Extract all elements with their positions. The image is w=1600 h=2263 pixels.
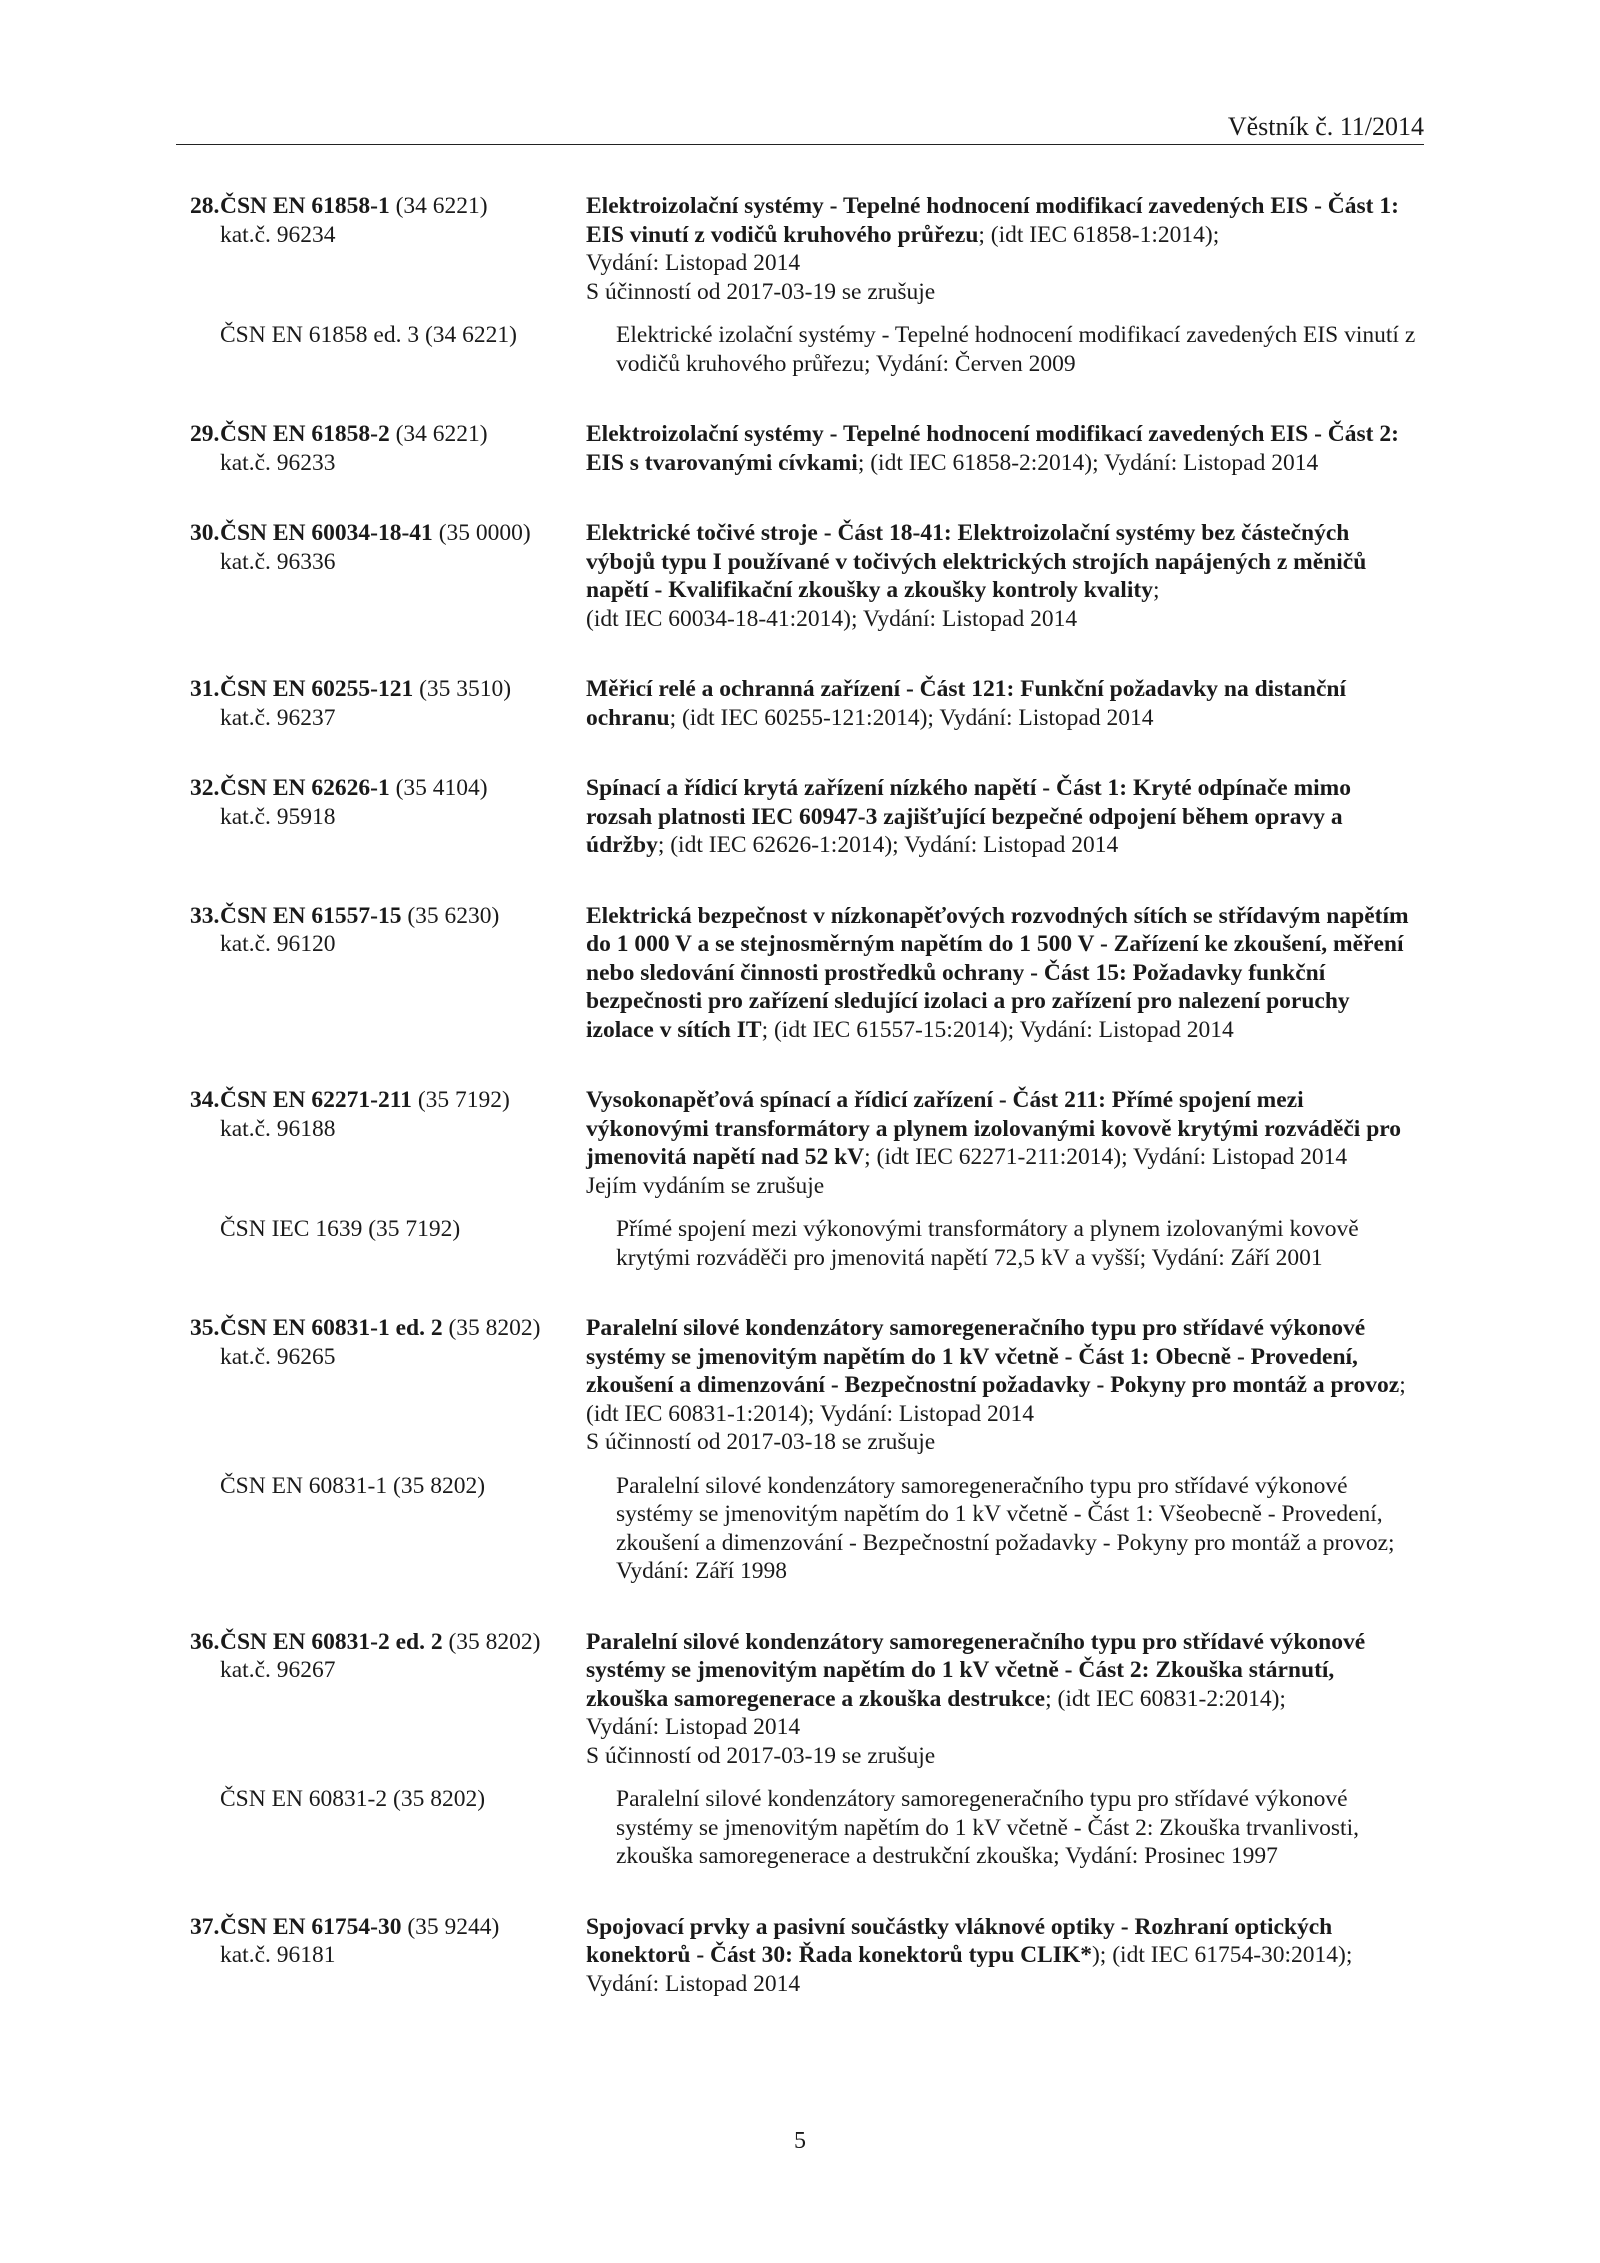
standard-code: ČSN EN 60831-1 ed. 2	[220, 1315, 443, 1341]
replaced-code: ČSN EN 60831-2 (35 8202)	[220, 1786, 486, 1812]
bulletin-title: Věstník č. 11/2014	[1227, 112, 1424, 141]
edition: (idt IEC 60034-18-41:2014); Vydání: Listopad 2014	[586, 605, 1078, 632]
replaced-code: ČSN EN 61858 ed. 3 (34 6221)	[220, 322, 517, 348]
entry-number: 33.	[190, 902, 220, 929]
standard-code: ČSN EN 62626-1	[220, 775, 390, 801]
standard-title: Spínací a řídicí krytá zařízení nízkého napětí - Část 1: Kryté odpínače mimo rozsah platnosti IEC 60947-3 zajišťující bezpečné odpojení během opravy a údržby	[586, 775, 1352, 858]
replaced-description: Elektrické izolační systémy - Tepelné hodnocení modifikací zavedených EIS vinutí z vodičů kruhového průřezu; Vydání: Červen 2009	[616, 322, 1416, 377]
catalog-number: kat.č. 96120	[220, 931, 336, 957]
standard-details: ; (idt IEC 61858-1:2014);	[978, 221, 1220, 248]
class-code: (35 4104)	[389, 775, 488, 801]
standard-id	[190, 420, 586, 477]
standard-description	[586, 902, 1420, 1045]
standard-entry-36	[190, 1628, 1420, 1771]
standard-description	[586, 1913, 1420, 1999]
standard-details: ; (idt IEC 60255-121:2014); Vydání: Listopad 2014	[669, 704, 1154, 731]
standard-description	[586, 192, 1420, 306]
standard-code: ČSN EN 60255-121	[220, 676, 414, 702]
standard-title: Spojovací prvky a pasivní součástky vláknové optiky - Rozhraní optických konektorů - Část 30: Řada konektorů typu CLIK*	[586, 1913, 1333, 1968]
catalog-number: kat.č. 96336	[220, 548, 336, 575]
catalog-number: kat.č. 95918	[220, 803, 336, 830]
standard-code: ČSN EN 61858-1	[220, 193, 390, 219]
standard-entry-30	[190, 519, 1420, 633]
replaced-description: Přímé spojení mezi výkonovými transformátory a plynem izolovanými kovově krytými rozváděči pro jmenovitá napětí 72,5 kV a vyšší; Vydání: Září 2001	[616, 1216, 1359, 1271]
catalog-number: kat.č. 96237	[220, 704, 336, 731]
class-code: (35 3510)	[413, 676, 512, 702]
standard-id	[190, 774, 586, 860]
standard-details: ; (idt IEC 62626-1:2014); Vydání: Listopad 2014	[657, 832, 1119, 858]
standard-description	[586, 675, 1420, 732]
standard-id	[190, 1314, 586, 1457]
entry-number: 36.	[190, 1628, 220, 1655]
class-code: (35 0000)	[432, 520, 531, 546]
standard-id	[190, 192, 586, 306]
page-number: 5	[794, 2128, 806, 2154]
standard-title: Paralelní silové kondenzátory samoregeneračního typu pro střídavé výkonové systémy se jmenovitým napětím do 1 kV včetně - Část 1: Obecně - Provedení, zkoušení a dimenzování - Bezpečnostní požadavky - Pokyny pro montáž a provoz	[586, 1315, 1400, 1398]
standard-entry-34	[190, 1086, 1420, 1200]
edition: Vydání: Listopad 2014	[586, 1714, 801, 1740]
page-header	[176, 112, 1424, 145]
standard-title: Paralelní silové kondenzátory samoregeneračního typu pro střídavé výkonové systémy se jmenovitým napětím do 1 kV včetně - Část 2: Zkouška stárnutí, zkouška samoregenerace a zkouška destrukce	[586, 1628, 1366, 1712]
replaced-standard	[190, 321, 1420, 378]
standard-details: ;	[1152, 577, 1160, 603]
replacement-note: S účinností od 2017-03-19 se zrušuje	[586, 1742, 936, 1769]
standard-id	[190, 519, 586, 633]
entry-number: 30.	[190, 520, 220, 546]
standard-code: ČSN EN 61557-15	[220, 902, 402, 929]
class-code: (35 7192)	[411, 1087, 510, 1113]
class-code: (35 6230)	[401, 902, 500, 929]
standard-code: ČSN EN 60034-18-41	[220, 520, 433, 546]
standard-title: Elektrické točivé stroje - Část 18-41: Elektroizolační systémy bez částečných výbojů typu I používané v točivých elektrických strojích napájených z měničů napětí - Kvalifikační zkoušky a zkoušky kontroly kvality	[586, 520, 1367, 603]
catalog-number: kat.č. 96265	[220, 1343, 336, 1370]
entry-number: 28.	[190, 193, 220, 219]
entry-number: 29.	[190, 421, 220, 447]
standard-code: ČSN EN 62271-211	[220, 1087, 412, 1113]
standard-description	[586, 1314, 1420, 1457]
replaced-description: Paralelní silové kondenzátory samoregeneračního typu pro střídavé výkonové systémy se jmenovitým napětím do 1 kV včetně - Část 2: Zkouška trvanlivosti, zkouška samoregenerace a destrukční zkouška; Vydání: Prosinec 1997	[616, 1786, 1359, 1869]
replaced-description: Paralelní silové kondenzátory samoregeneračního typu pro střídavé výkonové systémy se jmenovitým napětím do 1 kV včetně - Část 1: Všeobecně - Provedení, zkoušení a dimenzování - Bezpečnostní požadavky - Pokyny pro montáž a provoz; Vydání: Září 1998	[616, 1472, 1395, 1584]
entry-number: 37.	[190, 1913, 220, 1940]
standard-description	[586, 1628, 1420, 1771]
replacement-note: S účinností od 2017-03-19 se zrušuje	[586, 278, 936, 305]
standard-code: ČSN EN 61754-30	[220, 1913, 402, 1940]
standard-details: ); (idt IEC 61754-30:2014);	[1091, 1942, 1353, 1968]
standard-title: Elektroizolační systémy - Tepelné hodnocení modifikací zavedených EIS - Část 2: EIS s tvarovanými cívkami	[586, 421, 1399, 476]
standard-code: ČSN EN 61858-2	[220, 421, 390, 447]
replacement-note: Jejím vydáním se zrušuje	[586, 1172, 825, 1199]
class-code: (35 9244)	[401, 1913, 500, 1940]
standard-id	[190, 675, 586, 732]
replaced-standard	[190, 1472, 1420, 1586]
class-code: (34 6221)	[389, 421, 488, 447]
catalog-number: kat.č. 96181	[220, 1942, 336, 1968]
catalog-number: kat.č. 96234	[220, 221, 336, 248]
replaced-code: ČSN EN 60831-1 (35 8202)	[220, 1472, 486, 1499]
standard-code: ČSN EN 60831-2 ed. 2	[220, 1628, 443, 1655]
standard-id	[190, 1086, 586, 1200]
standard-entry-33	[190, 902, 1420, 1045]
standard-title: Měřicí relé a ochranná zařízení - Část 121: Funkční požadavky na distanční ochranu	[586, 676, 1347, 731]
standard-entry-32	[190, 774, 1420, 860]
standard-id	[190, 902, 586, 1045]
standard-description	[586, 1086, 1420, 1200]
standard-entry-31	[190, 675, 1420, 732]
standard-description	[586, 420, 1420, 477]
entry-number: 32.	[190, 775, 220, 801]
standard-title: Vysokonapěťová spínací a řídicí zařízení - Část 211: Přímé spojení mezi výkonovými transformátory a plynem izolovanými kovově krytými rozváděči pro jmenovitá napětí nad 52 kV	[586, 1087, 1402, 1170]
replaced-code: ČSN IEC 1639 (35 7192)	[220, 1216, 461, 1242]
replaced-standard	[190, 1785, 1420, 1871]
standard-entry-35	[190, 1314, 1420, 1457]
standard-details: ; (idt IEC 61858-2:2014); Vydání: Listopad 2014	[857, 449, 1319, 476]
entry-number: 34.	[190, 1087, 220, 1113]
catalog-number: kat.č. 96233	[220, 449, 336, 476]
edition: Vydání: Listopad 2014	[586, 250, 801, 276]
replaced-standard	[190, 1215, 1420, 1272]
standard-id	[190, 1628, 586, 1771]
catalog-number: kat.č. 96188	[220, 1115, 336, 1142]
entry-number: 35.	[190, 1315, 220, 1341]
standard-description	[586, 519, 1420, 633]
standard-details: ; (idt IEC 62271-211:2014); Vydání: Listopad 2014	[864, 1144, 1348, 1170]
standard-entry-37	[190, 1913, 1420, 1999]
standard-title: Elektrická bezpečnost v nízkonapěťových rozvodných sítích se střídavým napětím do 1 000 V a se stejnosměrným napětím do 1 500 V - Zařízení ke zkoušení, měření nebo sledování činnosti prostředků ochrany - Část 15: Požadavky funkční bezpečnosti pro zařízení sledující izolaci a pro zařízení pro nalezení poruchy izolace v sítích IT	[586, 902, 1409, 1043]
standard-description	[586, 774, 1420, 860]
standard-title: Elektroizolační systémy - Tepelné hodnocení modifikací zavedených EIS - Část 1: EIS vinutí z vodičů kruhového průřezu	[586, 193, 1399, 248]
replacement-note: S účinností od 2017-03-18 se zrušuje	[586, 1429, 936, 1455]
class-code: (35 8202)	[442, 1628, 541, 1655]
edition: Vydání: Listopad 2014	[586, 1970, 801, 1997]
standard-details: ; (idt IEC 61557-15:2014); Vydání: Listopad 2014	[761, 1016, 1234, 1043]
catalog-number: kat.č. 96267	[220, 1657, 336, 1683]
entry-number: 31.	[190, 676, 220, 702]
standard-entry-29	[190, 420, 1420, 477]
standard-entry-28	[190, 192, 1420, 306]
class-code: (34 6221)	[389, 193, 488, 219]
standard-id	[190, 1913, 586, 1999]
standard-details: ; (idt IEC 60831-1:2014); Vydání: Listopad 2014	[586, 1372, 1406, 1427]
standard-details: ; (idt IEC 60831-2:2014);	[1045, 1685, 1286, 1712]
standards-list	[190, 192, 1420, 1998]
class-code: (35 8202)	[442, 1315, 541, 1341]
